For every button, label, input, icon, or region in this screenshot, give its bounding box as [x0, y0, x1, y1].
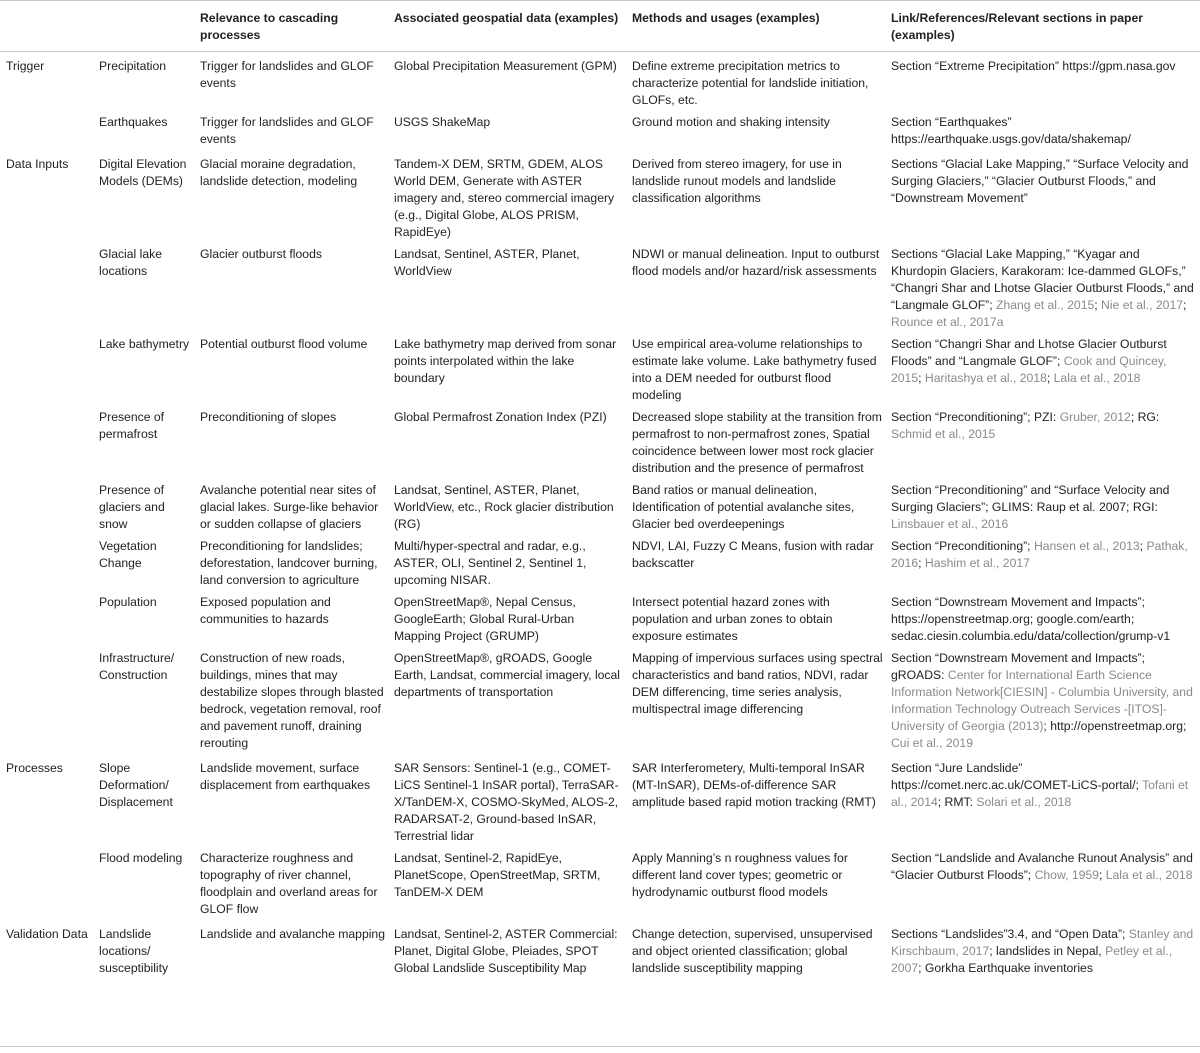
- table-row: [0, 920, 1200, 979]
- row-group-label: [0, 243, 99, 333]
- row-references: [887, 243, 1200, 333]
- reference-link[interactable]: Hansen et al., 2013: [1033, 539, 1140, 553]
- row-item-label: Slope Deformation/ Displacement: [99, 761, 173, 809]
- reference-text: Sections “Landslides”3.4, and “Open Data”;: [891, 927, 1129, 941]
- reference-link[interactable]: Haritashya et al., 2018: [924, 371, 1047, 385]
- reference-link[interactable]: Schmid et al., 2015: [891, 427, 996, 441]
- row-relevance: Preconditioning of slopes: [200, 410, 337, 424]
- row-group-label: [0, 479, 99, 535]
- table-body: [0, 52, 1200, 980]
- row-methods: Use empirical area-volume relationships to estimate lake volume. Lake bathymetry fused into a DEM needed for outburst flood modeling: [632, 337, 877, 402]
- reference-link[interactable]: Lala et al., 2018: [1053, 371, 1141, 385]
- reference-link[interactable]: Tofani et al., 2014: [891, 778, 1189, 809]
- reference-link[interactable]: Nie et al., 2017: [1101, 298, 1184, 312]
- row-methods: Derived from stereo imagery, for use in landslide runout models and landslide classification algorithms: [632, 157, 842, 205]
- row-methods: Define extreme precipitation metrics to characterize potential for landslide initiation, GLOFs, etc.: [632, 59, 869, 107]
- table-row: [0, 243, 1200, 333]
- row-methods: Apply Manning’s n roughness values for different land cover types; geometric or hydrodynamic outburst flood models: [632, 851, 848, 899]
- header-geospatial-data: Associated geospatial data (examples): [390, 1, 628, 52]
- bottom-rule: [0, 1046, 1200, 1047]
- reference-text: ; RG:: [1130, 410, 1160, 424]
- row-item-label: Earthquakes: [99, 115, 168, 129]
- reference-text: Section “Jure Landslide” https://comet.nerc.ac.uk/COMET-LiCS-portal/;: [891, 761, 1143, 792]
- reference-text: Section “Landslide and Avalanche Runout Analysis” and “Glacier Outburst Floods”;: [891, 851, 1193, 882]
- row-item-label: Flood modeling: [99, 851, 183, 865]
- reference-text: Section “Earthquakes” https://earthquake.usgs.gov/data/shakemap/: [891, 115, 1131, 146]
- row-relevance: Trigger for landslides and GLOF events: [200, 115, 374, 146]
- table-row: [0, 535, 1200, 591]
- reference-link[interactable]: Zhang et al., 2015: [996, 298, 1095, 312]
- row-group-label: [0, 591, 99, 647]
- row-group-label: [0, 111, 99, 150]
- row-methods: NDWI or manual delineation. Input to outburst flood models and/or hazard/risk assessments: [632, 247, 880, 278]
- table-row: [0, 847, 1200, 920]
- reference-text: Section “Changri Shar and Lhotse Glacier Outburst Floods” and “Langmale GLOF”;: [891, 337, 1167, 368]
- row-methods: NDVI, LAI, Fuzzy C Means, fusion with radar backscatter: [632, 539, 874, 570]
- reference-link[interactable]: Lala et al., 2018: [1105, 868, 1193, 882]
- row-references: [887, 52, 1200, 112]
- table-row: [0, 754, 1200, 847]
- header-item: [99, 1, 196, 52]
- row-group-label: Trigger: [6, 59, 45, 73]
- table-row: [0, 406, 1200, 479]
- header-references: Link/References/Relevant sections in paper (examples): [887, 1, 1200, 52]
- row-references: [887, 754, 1200, 847]
- reference-text: ;: [1183, 298, 1187, 312]
- reference-link[interactable]: Linsbauer et al., 2016: [891, 517, 1009, 531]
- reference-link[interactable]: Rounce et al., 2017a: [891, 315, 1004, 329]
- reference-link[interactable]: Petley et al., 2007: [891, 944, 1173, 975]
- reference-link[interactable]: Cook and Quincey, 2015: [891, 354, 1167, 385]
- row-relevance: Exposed population and communities to hazards: [200, 595, 331, 626]
- row-item-label: Digital Elevation Models (DEMs): [99, 157, 187, 188]
- reference-text: ;: [918, 371, 925, 385]
- row-geospatial-data: Lake bathymetry map derived from sonar points interpolated within the lake boundary: [394, 337, 617, 385]
- row-references: [887, 647, 1200, 754]
- row-relevance: Glacier outburst floods: [200, 247, 322, 261]
- row-relevance: Avalanche potential near sites of glacial lakes. Surge-like behavior or sudden collapse of glaciers: [200, 483, 379, 531]
- row-references: [887, 591, 1200, 647]
- reference-link[interactable]: Center for International Earth Science Information Network[CIESIN] - Columbia University, and Information Technology Outreach Services -[ITOS]- University of Georgia (2013): [891, 668, 1193, 733]
- row-group-label: [0, 333, 99, 406]
- row-references: [887, 847, 1200, 920]
- row-geospatial-data: Landsat, Sentinel-2, ASTER Commercial: Planet, Digital Globe, Pleiades, SPOT Global Landslide Susceptibility Map: [394, 927, 618, 975]
- row-references: [887, 111, 1200, 150]
- row-references: [887, 920, 1200, 979]
- table-row: [0, 647, 1200, 754]
- table-row: [0, 150, 1200, 243]
- row-item-label: Precipitation: [99, 59, 167, 73]
- row-group-label: [0, 647, 99, 754]
- table-row: [0, 111, 1200, 150]
- table-row: [0, 591, 1200, 647]
- row-group-label: Data Inputs: [6, 157, 69, 171]
- row-geospatial-data: Landsat, Sentinel-2, RapidEye, PlanetScope, OpenStreetMap, SRTM, TanDEM-X DEM: [394, 851, 601, 899]
- reference-link[interactable]: Cui et al., 2019: [891, 736, 973, 750]
- header-relevance: Relevance to cascading processes: [196, 1, 390, 52]
- reference-text: ;: [1098, 868, 1106, 882]
- row-geospatial-data: SAR Sensors: Sentinel-1 (e.g., COMET-LiCS Sentinel-1 InSAR portal), TerraSAR-X/TanDEM-X, COSMO-SkyMed, ALOS-2, RADARSAT-2, Ground-based InSAR, Terrestrial lidar: [394, 761, 619, 843]
- row-methods: Band ratios or manual delineation, Identification of potential avalanche sites, Glacier bed overdeepenings: [632, 483, 855, 531]
- row-methods: Ground motion and shaking intensity: [632, 115, 830, 129]
- reference-link[interactable]: Solari et al., 2018: [976, 795, 1072, 809]
- table-header: [0, 1, 1200, 52]
- row-references: [887, 150, 1200, 243]
- reference-text: ;: [1094, 298, 1102, 312]
- row-relevance: Glacial moraine degradation, landslide detection, modeling: [200, 157, 358, 188]
- reference-text: Section “Preconditioning” and “Surface Velocity and Surging Glaciers”; GLIMS: Raup et al. 2007; RGI:: [891, 483, 1170, 514]
- row-item-label: Lake bathymetry: [99, 337, 190, 351]
- reference-text: ;: [918, 556, 925, 570]
- reference-text: ; landslides in Nepal,: [989, 944, 1106, 958]
- row-item-label: Landslide locations/ susceptibility: [99, 927, 169, 975]
- row-methods: Decreased slope stability at the transition from permafrost to non-permafrost zones, Spatial coincidence between lower most rock glacier distribution and the presence of permafrost: [632, 410, 882, 475]
- reference-text: Sections “Glacial Lake Mapping,” “Kyagar and Khurdopin Glaciers, Karakoram: Ice-dammed GLOFs,” “Changri Shar and Lhotse Glacier Outburst Floods,” and “Langmale GLOF”;: [891, 247, 1194, 312]
- row-geospatial-data: OpenStreetMap®, Nepal Census, GoogleEarth; Global Rural-Urban Mapping Project (GRUMP): [394, 595, 576, 643]
- row-geospatial-data: USGS ShakeMap: [394, 115, 491, 129]
- row-group-label: [0, 535, 99, 591]
- reference-text: Sections “Glacial Lake Mapping,” “Surface Velocity and Surging Glaciers,” “Glacier Outburst Floods,” and “Downstream Movement”: [891, 157, 1189, 205]
- reference-text: ;: [1046, 371, 1054, 385]
- row-group-label: [0, 847, 99, 920]
- row-relevance: Preconditioning for landslides; deforestation, landcover burning, land conversion to agriculture: [200, 539, 378, 587]
- row-group-label: Processes: [6, 761, 63, 775]
- row-relevance: Landslide and avalanche mapping: [200, 927, 385, 941]
- row-relevance: Trigger for landslides and GLOF events: [200, 59, 374, 90]
- row-geospatial-data: OpenStreetMap®, gROADS, Google Earth, Landsat, commercial imagery, local departments of transportation: [394, 651, 621, 699]
- row-relevance: Characterize roughness and topography of river channel, floodplain and overland areas for GLOF flow: [200, 851, 378, 916]
- reference-text: ;: [1139, 539, 1147, 553]
- reference-link[interactable]: Pathak, 2016: [891, 539, 1188, 570]
- row-geospatial-data: Landsat, Sentinel, ASTER, Planet, WorldView, etc., Rock glacier distribution (RG): [394, 483, 614, 531]
- table-row: [0, 52, 1200, 112]
- row-geospatial-data: Tandem-X DEM, SRTM, GDEM, ALOS World DEM, Generate with ASTER imagery and, stereo commercial imagery (e.g., Digital Globe, ALOS PRISM, RapidEye): [394, 157, 615, 239]
- row-relevance: Construction of new roads, buildings, mines that may destabilize slopes through blasted bedrock, vegetation removal, roof and pavement runoff, draining rerouting: [200, 651, 384, 750]
- reference-link[interactable]: Chow, 1959: [1034, 868, 1099, 882]
- reference-link[interactable]: Stanley and Kirschbaum, 2017: [891, 927, 1194, 958]
- row-item-label: Presence of glaciers and snow: [99, 483, 165, 531]
- row-geospatial-data: Global Precipitation Measurement (GPM): [394, 59, 617, 73]
- row-item-label: Population: [99, 595, 157, 609]
- row-relevance: Potential outburst flood volume: [200, 337, 368, 351]
- row-references: [887, 479, 1200, 535]
- reference-text: ; Gorkha Earthquake inventories: [918, 961, 1093, 975]
- reference-text: Section “Downstream Movement and Impacts”; gROADS:: [891, 651, 1146, 682]
- table-row: [0, 479, 1200, 535]
- reference-text: Section “Preconditioning”;: [891, 539, 1034, 553]
- row-item-label: Presence of permafrost: [99, 410, 165, 441]
- row-references: [887, 406, 1200, 479]
- header-methods: Methods and usages (examples): [628, 1, 887, 52]
- row-item-label: Vegetation Change: [99, 539, 157, 570]
- header-group: [0, 1, 99, 52]
- reference-link[interactable]: Gruber, 2012: [1059, 410, 1131, 424]
- row-item-label: Infrastructure/ Construction: [99, 651, 175, 682]
- row-methods: Mapping of impervious surfaces using spectral characteristics and band ratios, NDVI, radar DEM differencing, time series analysis, multispectral image differencing: [632, 651, 883, 716]
- reference-text: Section “Extreme Precipitation” https://gpm.nasa.gov: [891, 59, 1176, 73]
- row-methods: SAR Interferometery, Multi-temporal InSAR (MT-InSAR), DEMs-of-difference SAR amplitude based rapid motion tracking (RMT): [632, 761, 876, 809]
- row-references: [887, 333, 1200, 406]
- row-group-label: Validation Data: [6, 927, 88, 941]
- reference-link[interactable]: Hashim et al., 2017: [924, 556, 1030, 570]
- row-references: [887, 535, 1200, 591]
- row-item-label: Glacial lake locations: [99, 247, 162, 278]
- row-methods: Change detection, supervised, unsupervised and object oriented classification; global landslide susceptibility mapping: [632, 927, 873, 975]
- row-group-label: [0, 406, 99, 479]
- row-geospatial-data: Landsat, Sentinel, ASTER, Planet, WorldView: [394, 247, 580, 278]
- header-row: [0, 1, 1200, 52]
- row-methods: Intersect potential hazard zones with population and urban zones to obtain exposure estimates: [632, 595, 833, 643]
- reference-text: ; RMT:: [937, 795, 977, 809]
- row-relevance: Landslide movement, surface displacement from earthquakes: [200, 761, 371, 792]
- reference-text: Section “Preconditioning”; PZI:: [891, 410, 1060, 424]
- reference-text: ; http://openstreetmap.org;: [1043, 719, 1187, 733]
- row-geospatial-data: Global Permafrost Zonation Index (PZI): [394, 410, 607, 424]
- row-geospatial-data: Multi/hyper-spectral and radar, e.g., ASTER, OLI, Sentinel 2, Sentinel 1, upcoming NISAR.: [394, 539, 587, 587]
- reference-text: Section “Downstream Movement and Impacts”; https://openstreetmap.org; google.com/earth; sedac.ciesin.columbia.edu/data/collection/grump-v1: [891, 595, 1171, 643]
- table-row: [0, 333, 1200, 406]
